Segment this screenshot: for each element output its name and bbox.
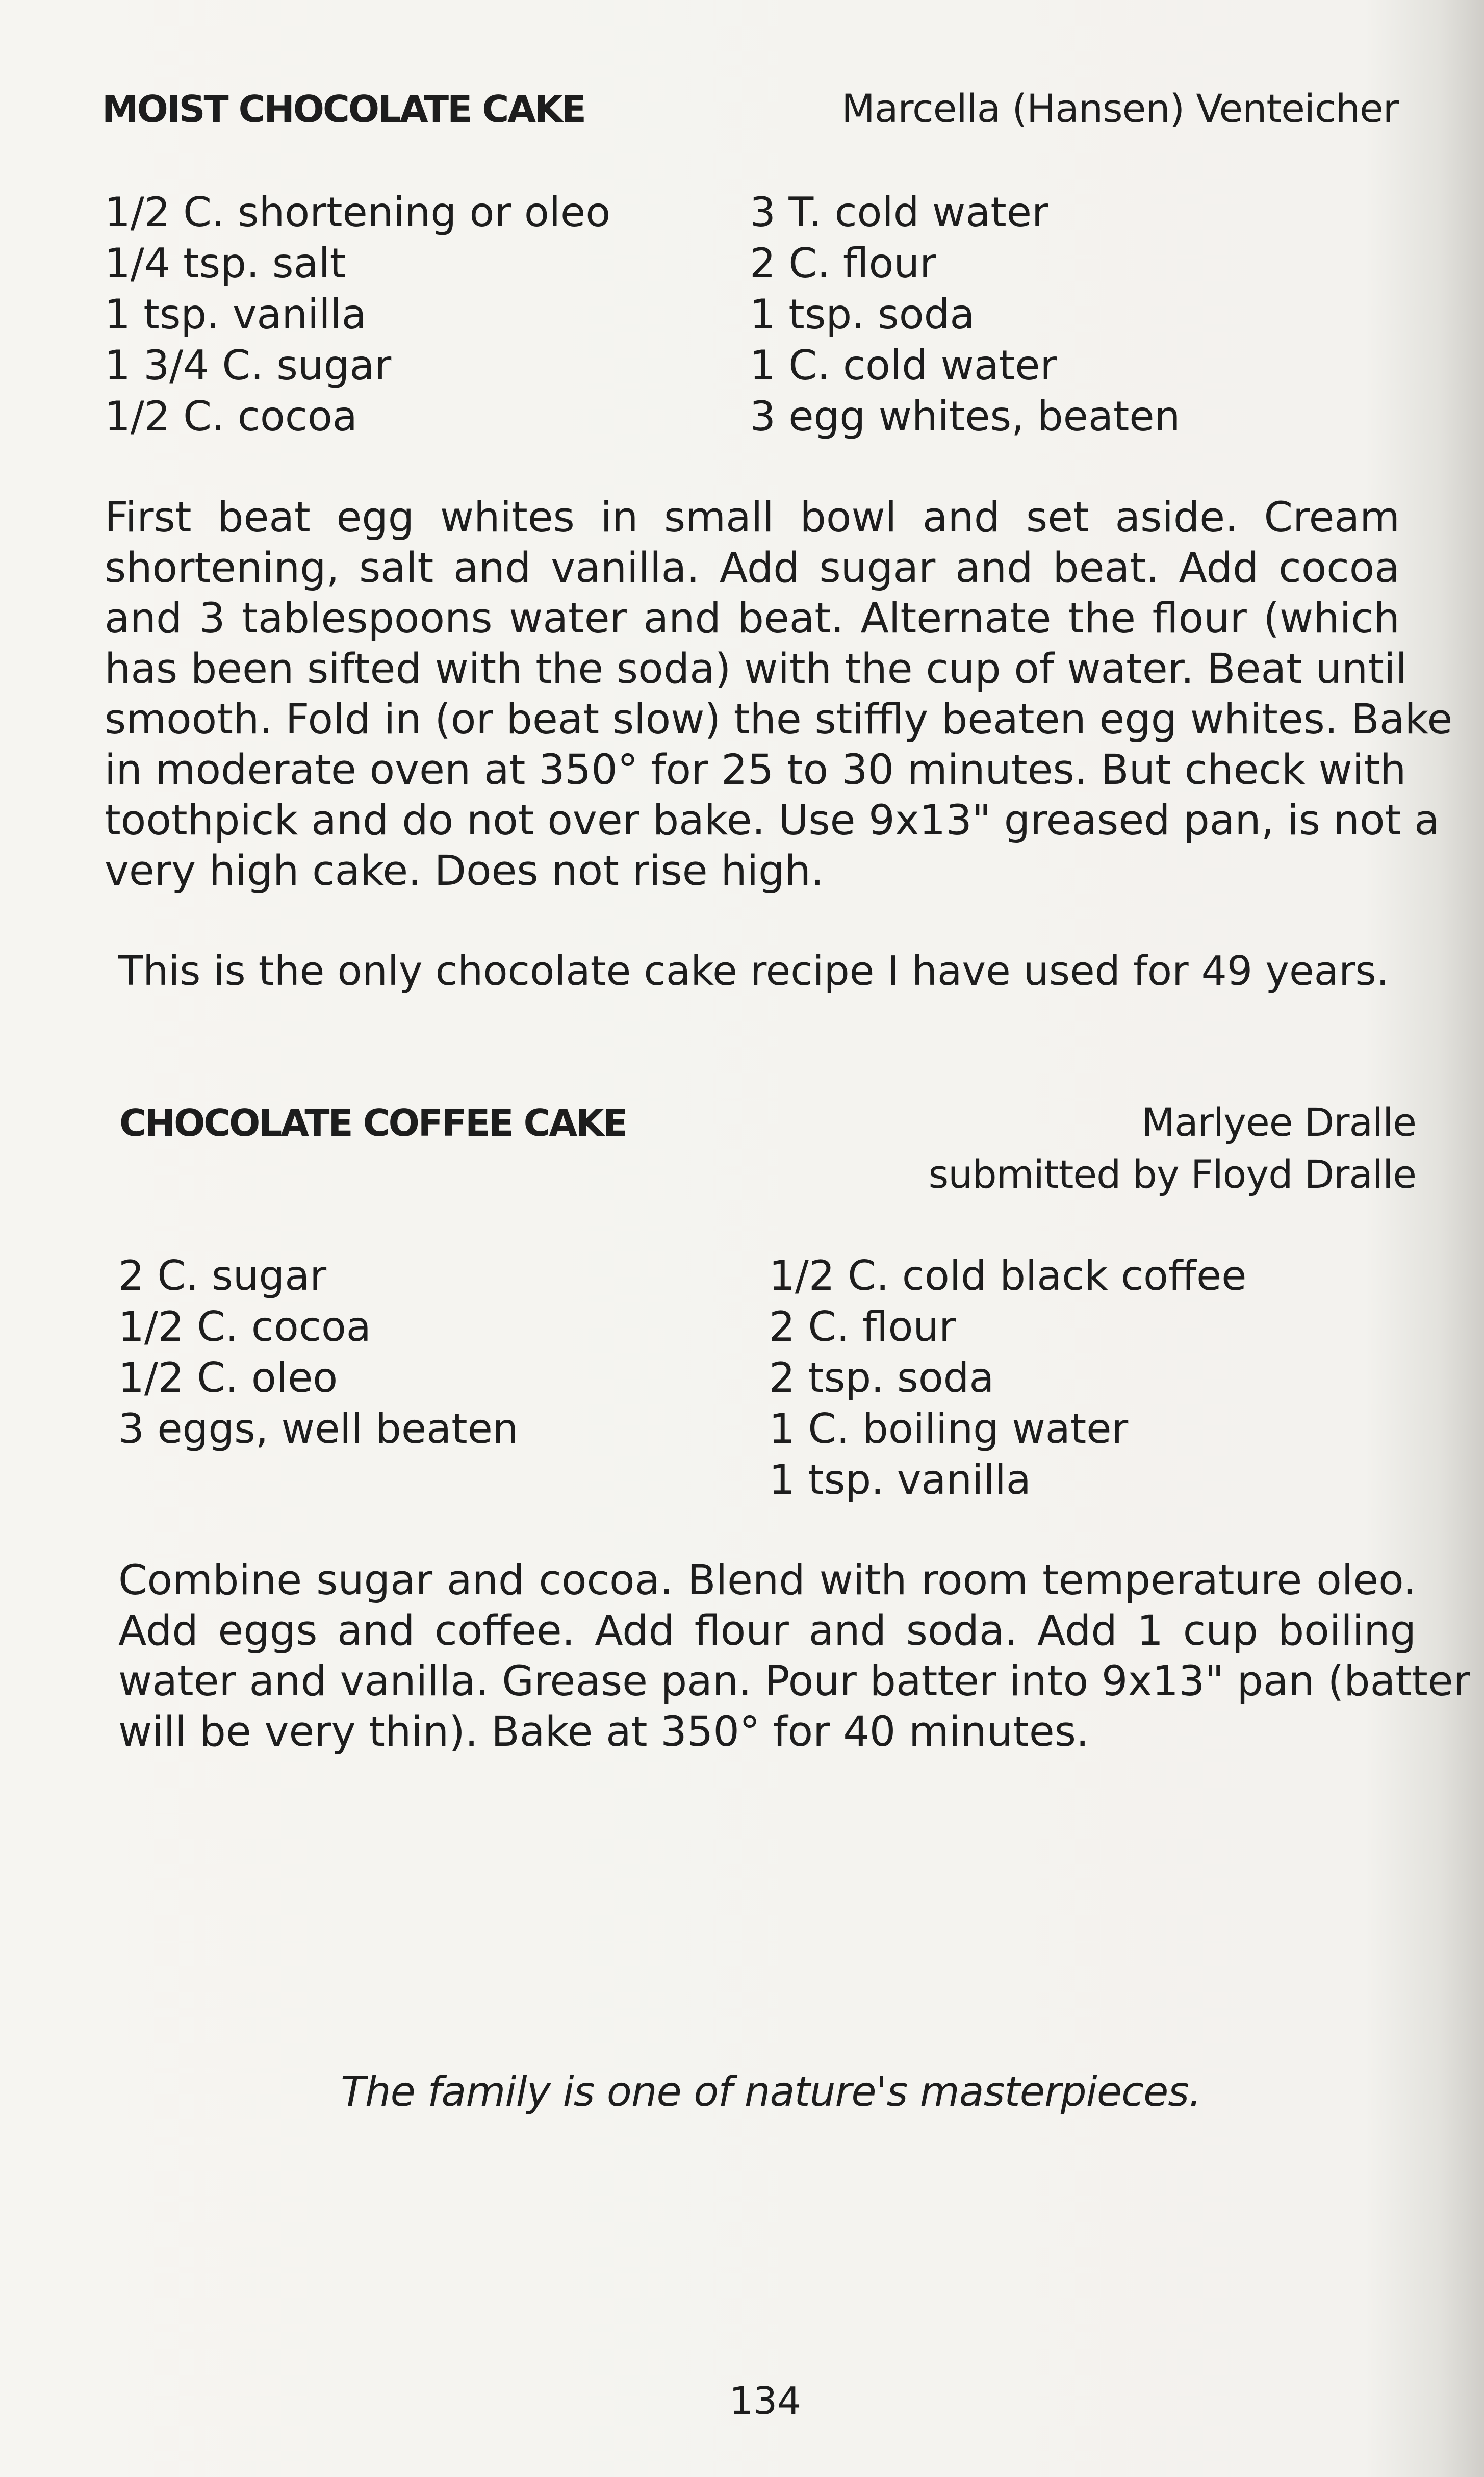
directions-line: will be very thin). Bake at 350° for 40 minutes. bbox=[118, 1708, 1089, 1756]
ingredient: 3 eggs, well beaten bbox=[118, 1405, 519, 1452]
recipe2-author: Marlyee Dralle bbox=[1141, 1100, 1416, 1145]
recipe1-note: This is the only chocolate cake recipe I have used for 49 years. bbox=[118, 948, 1389, 994]
directions-line: water and vanilla. Grease pan. Pour batter into 9x13" pan (batter bbox=[118, 1657, 1470, 1705]
ingredient: 2 tsp. soda bbox=[769, 1354, 994, 1401]
recipe1-author: Marcella (Hansen) Venteicher bbox=[841, 86, 1398, 131]
recipe2-submitted-by: submitted by Floyd Dralle bbox=[928, 1152, 1416, 1197]
ingredient: 3 egg whites, beaten bbox=[750, 393, 1181, 440]
recipe1-title: MOIST CHOCOLATE CAKE bbox=[102, 88, 585, 131]
ingredient: 1 3/4 C. sugar bbox=[105, 342, 392, 389]
recipe2-ingredients-right bbox=[769, 1250, 1381, 1505]
ingredient: 1/2 C. oleo bbox=[118, 1354, 338, 1401]
recipe2-ingredients-left bbox=[118, 1250, 730, 1454]
directions-line: smooth. Fold in (or beat slow) the stiffly beaten egg whites. Bake bbox=[105, 696, 1453, 744]
ingredient: 2 C. flour bbox=[769, 1303, 956, 1350]
ingredient: 1 tsp. vanilla bbox=[105, 291, 367, 338]
recipe2-title: CHOCOLATE COFFEE CAKE bbox=[119, 1102, 627, 1144]
recipe2-directions bbox=[118, 1555, 1470, 1757]
ingredient: 2 C. sugar bbox=[118, 1252, 327, 1299]
directions-line: Add eggs and coffee. Add flour and soda. Add 1 cup boiling bbox=[118, 1607, 1416, 1655]
ingredient: 1 C. boiling water bbox=[769, 1405, 1129, 1452]
ingredient: 1 C. cold water bbox=[750, 342, 1057, 389]
recipe1-ingredients-right bbox=[750, 187, 1362, 442]
ingredient: 1/2 C. cold black coffee bbox=[769, 1252, 1247, 1299]
ingredient: 2 C. flour bbox=[750, 240, 936, 287]
directions-line: very high cake. Does not rise high. bbox=[105, 847, 824, 895]
family-quote: The family is one of nature's masterpieces. bbox=[341, 2068, 1201, 2115]
directions-line: Combine sugar and cocoa. Blend with room temperature oleo. bbox=[118, 1556, 1416, 1604]
ingredient: 1/2 C. shortening or oleo bbox=[105, 189, 611, 236]
ingredient: 1/2 C. cocoa bbox=[118, 1303, 371, 1350]
recipe1-directions bbox=[105, 493, 1453, 897]
ingredient: 3 T. cold water bbox=[750, 189, 1048, 236]
directions-line: has been sifted with the soda) with the cup of water. Beat until bbox=[105, 645, 1408, 693]
directions-line: in moderate oven at 350° for 25 to 30 minutes. But check with bbox=[105, 746, 1406, 794]
page-number: 134 bbox=[729, 2379, 802, 2423]
directions-line: shortening, salt and vanilla. Add sugar and beat. Add cocoa bbox=[105, 544, 1400, 592]
recipe1-ingredients-left bbox=[105, 187, 717, 442]
directions-line: First beat egg whites in small bowl and set aside. Cream bbox=[105, 494, 1400, 542]
ingredient: 1/4 tsp. salt bbox=[105, 240, 346, 287]
ingredient: 1/2 C. cocoa bbox=[105, 393, 357, 440]
ingredient: 1 tsp. soda bbox=[750, 291, 975, 338]
ingredient: 1 tsp. vanilla bbox=[769, 1456, 1031, 1503]
directions-line: and 3 tablespoons water and beat. Alternate the flour (which bbox=[105, 595, 1400, 643]
directions-line: toothpick and do not over bake. Use 9x13" greased pan, is not a bbox=[105, 797, 1440, 845]
